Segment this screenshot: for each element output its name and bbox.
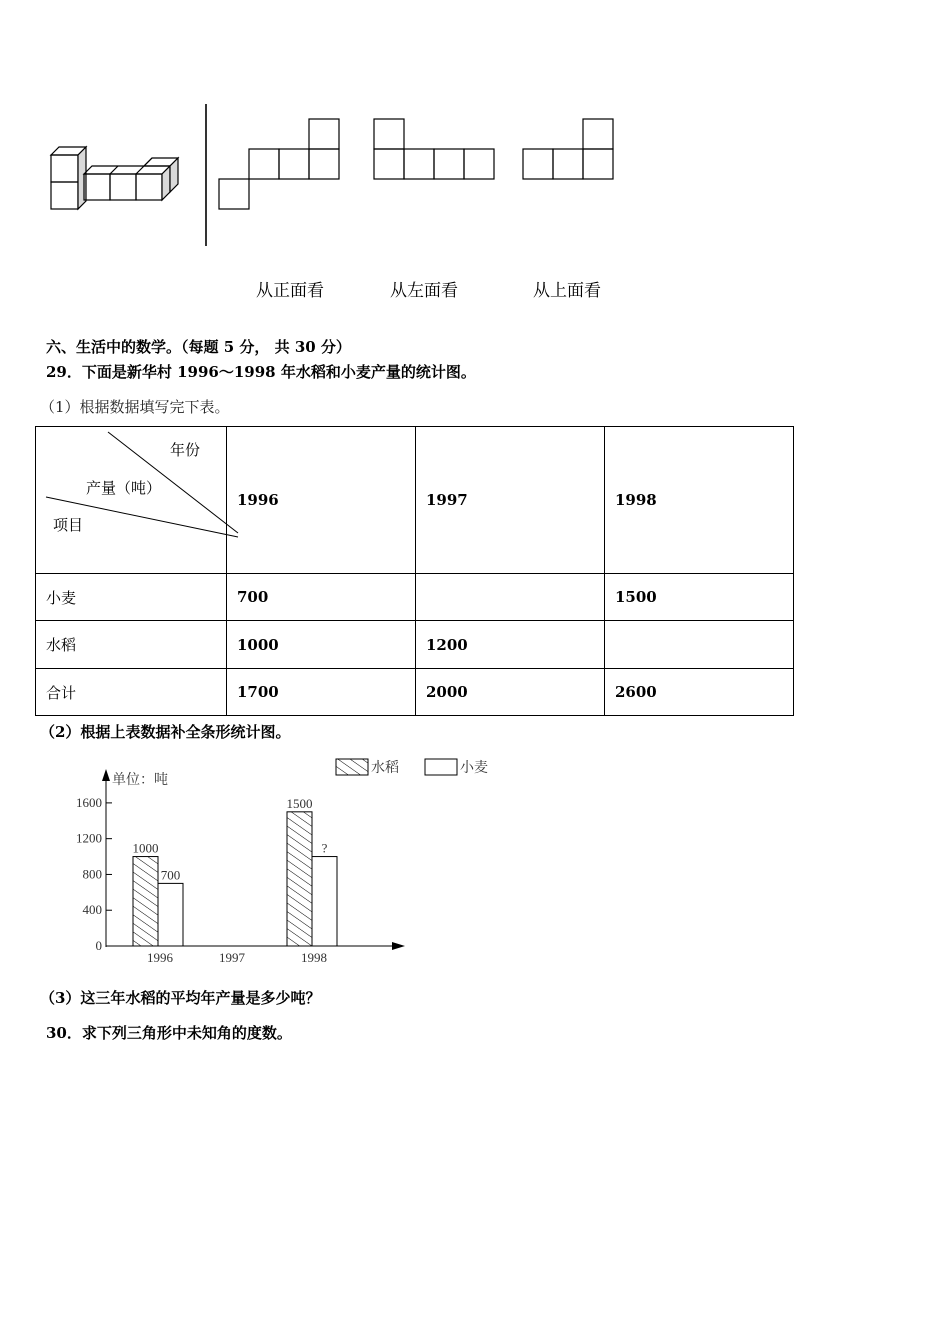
row-label: 水稻 xyxy=(36,621,227,669)
header-year: 年份 xyxy=(170,441,201,459)
y-axis-arrow xyxy=(102,769,110,781)
legend-wheat-swatch xyxy=(425,759,457,775)
year-1998-cell: 1998 xyxy=(605,427,794,574)
table-row-total xyxy=(36,669,794,716)
table-cell: 1000 xyxy=(227,621,416,669)
year-1997-cell: 1997 xyxy=(416,427,605,574)
bar-value-label: 700 xyxy=(160,867,181,883)
cube-face xyxy=(84,174,110,200)
x-tick-label: 1997 xyxy=(219,950,245,965)
bar-wheat xyxy=(158,883,183,946)
cube-face xyxy=(110,174,136,200)
table-cell: 1200 xyxy=(416,621,605,669)
bar-rice xyxy=(133,857,158,946)
question-29-part2: （2）根据上表数据补全条形统计图。 xyxy=(40,723,291,741)
table-cell: 2600 xyxy=(605,669,794,716)
top-view-label: 从上面看 xyxy=(533,281,601,301)
question-29-part3: （3）这三年水稻的平均年产量是多少吨？ xyxy=(40,989,321,1007)
question-30-title: 30．求下列三角形中未知角的度数。 xyxy=(46,1024,292,1042)
row-label: 小麦 xyxy=(36,574,227,621)
front-view-label: 从正面看 xyxy=(256,281,324,301)
y-axis-unit-label: 单位：吨 xyxy=(112,772,168,788)
table-header-row xyxy=(36,427,794,574)
bar-value-label: 1500 xyxy=(286,795,313,811)
question-29-title: 29．下面是新华村 1996～1998 年水稻和小麦产量的统计图。 xyxy=(46,363,476,381)
legend-rice-label: 水稻 xyxy=(371,760,399,776)
cube-side xyxy=(170,158,178,192)
x-axis-arrow xyxy=(392,942,405,950)
header-item: 项目 xyxy=(53,516,84,534)
y-tick-label: 0 xyxy=(95,938,102,953)
table-row-rice xyxy=(36,621,794,669)
front-view xyxy=(219,119,339,209)
cube-top xyxy=(84,166,170,174)
x-tick-label: 1996 xyxy=(147,950,173,965)
table-cell-blank[interactable] xyxy=(416,574,605,621)
cube-face xyxy=(51,182,78,209)
production-table xyxy=(35,426,794,716)
cube-views-figure xyxy=(0,0,950,320)
y-tick-label: 1200 xyxy=(76,830,102,846)
section-heading: 六、生活中的数学。（每题 5 分， 共 30 分） xyxy=(46,338,351,356)
table-cell: 1500 xyxy=(605,574,794,621)
legend-wheat-label: 小麦 xyxy=(460,760,488,776)
production-bar-chart xyxy=(0,745,520,975)
table-cell: 1700 xyxy=(227,669,416,716)
table-row-wheat xyxy=(36,574,794,621)
cube-face xyxy=(51,155,78,182)
y-tick-label: 1600 xyxy=(76,794,102,810)
cube-side xyxy=(162,166,170,200)
bar-wheat xyxy=(312,857,337,946)
table-cell: 2000 xyxy=(416,669,605,716)
legend-rice-swatch xyxy=(336,759,368,775)
diagonal-header-cell xyxy=(36,427,227,574)
header-output: 产量（吨） xyxy=(86,479,162,497)
table-cell: 700 xyxy=(227,574,416,621)
question-29-part1: （1）根据数据填写完下表。 xyxy=(40,398,230,416)
bar-value-label: ? xyxy=(321,840,328,856)
y-tick-label: 400 xyxy=(82,902,102,918)
bar-rice xyxy=(287,812,312,946)
x-tick-label: 1998 xyxy=(301,950,327,965)
left-view-label: 从左面看 xyxy=(390,281,458,301)
table-cell-blank[interactable] xyxy=(605,621,794,669)
year-1996-cell: 1996 xyxy=(227,427,416,574)
diagonal-lines xyxy=(36,427,247,574)
top-view xyxy=(523,119,613,179)
cube-face xyxy=(136,174,162,200)
cube-solid xyxy=(51,147,178,209)
y-tick-label: 800 xyxy=(82,866,102,882)
left-view xyxy=(374,119,494,179)
bar-value-label: 1000 xyxy=(132,840,159,856)
row-label: 合计 xyxy=(36,669,227,716)
